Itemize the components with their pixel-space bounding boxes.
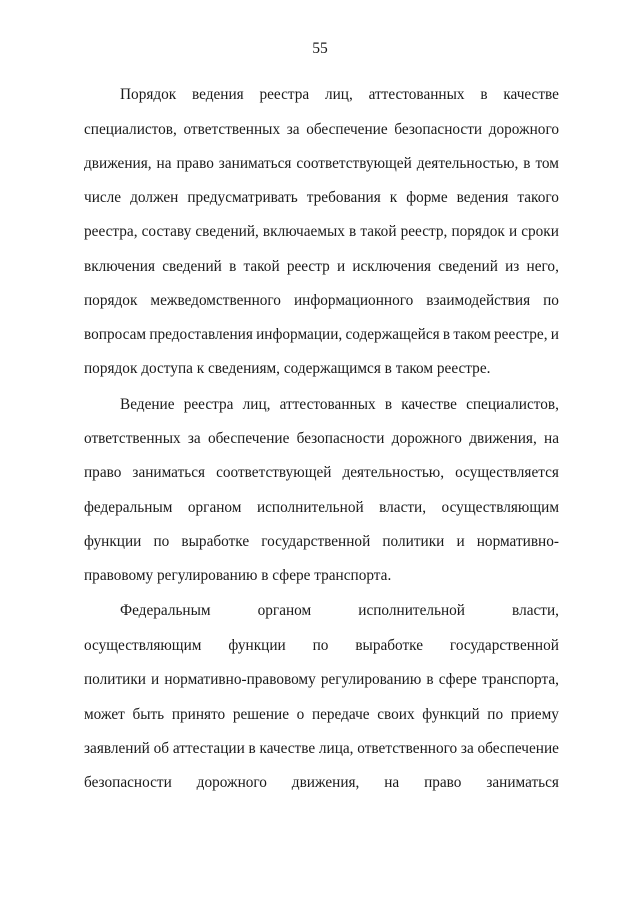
word: дорожного <box>391 430 462 447</box>
word: по <box>153 533 170 550</box>
word: обеспечение <box>477 740 559 757</box>
word: в <box>480 86 488 103</box>
word: функций <box>422 706 480 723</box>
text-line <box>84 739 559 759</box>
word: органом <box>257 602 312 619</box>
text-line <box>84 463 559 483</box>
word: безопасности <box>296 430 385 447</box>
word: него, <box>526 258 559 275</box>
text-line <box>84 429 559 449</box>
word: качестве <box>503 86 559 103</box>
word: заниматься <box>132 464 206 481</box>
word: Порядок <box>120 86 177 103</box>
word: сведений, <box>195 223 259 240</box>
word: регулированию <box>320 671 422 688</box>
word: том <box>535 155 559 172</box>
word: движения, <box>84 155 152 172</box>
word: сроки <box>521 223 559 240</box>
word: лиц, <box>324 86 353 103</box>
word: реестр <box>286 258 330 275</box>
word: реестра <box>183 396 234 413</box>
word: за <box>286 121 300 138</box>
word: в <box>349 223 357 240</box>
word: право <box>176 155 214 172</box>
word: федеральным <box>84 499 173 516</box>
text-line <box>84 222 559 242</box>
text-line <box>84 154 559 174</box>
word: ответственных <box>183 121 281 138</box>
word: дорожного <box>488 121 559 138</box>
word: такой <box>360 223 397 240</box>
word: предоставления <box>149 326 253 343</box>
word: ведения <box>456 189 509 206</box>
word: в <box>442 326 451 343</box>
word: за <box>460 740 474 757</box>
text-line <box>84 532 559 552</box>
word: на <box>384 774 400 791</box>
word: включаемых <box>262 223 345 240</box>
word: порядок <box>451 223 505 240</box>
word: по <box>312 637 329 654</box>
text-line <box>120 395 559 415</box>
page-number: 55 <box>312 40 328 57</box>
word: заниматься <box>218 155 292 172</box>
word: органом <box>187 499 242 516</box>
word: сфере <box>438 671 477 688</box>
word: взаимодействия <box>426 292 531 309</box>
word: своих <box>377 706 415 723</box>
word: порядок доступа к сведениям, содержащимся в таком реестре. <box>84 360 491 377</box>
word: и <box>336 258 346 275</box>
word: обеспечение <box>306 121 388 138</box>
text-line <box>84 705 559 725</box>
word: числе <box>84 189 122 206</box>
word: деятельностью, <box>416 155 519 172</box>
text-line <box>84 670 559 690</box>
word: реестре, <box>494 326 548 343</box>
text-line <box>84 291 559 311</box>
word: исключения <box>352 258 432 275</box>
word: порядок <box>84 292 138 309</box>
word: на <box>156 155 172 172</box>
word: передаче <box>311 706 370 723</box>
text-line <box>84 257 559 277</box>
word: политики <box>84 671 146 688</box>
word: принято <box>171 706 226 723</box>
word: аттестованных <box>279 396 376 413</box>
word: реестра <box>259 86 310 103</box>
word: вопросам <box>84 326 147 343</box>
word: такой <box>243 258 280 275</box>
word: приему <box>510 706 559 723</box>
word: решение <box>232 706 289 723</box>
word: функции <box>228 637 286 654</box>
word: ответственного <box>357 740 458 757</box>
word: и <box>151 671 160 688</box>
word: информации, <box>256 326 343 343</box>
word: сведений <box>438 258 498 275</box>
word: Ведение <box>120 396 175 413</box>
word: заявлений <box>84 740 150 757</box>
text-line <box>84 566 559 586</box>
word: политики <box>382 533 445 550</box>
word: деятельностью, <box>342 464 445 481</box>
word: из <box>505 258 520 275</box>
word: на <box>544 430 559 447</box>
word: и <box>508 223 518 240</box>
word: к <box>389 189 398 206</box>
word: дорожного <box>196 774 267 791</box>
word: движения, <box>469 430 537 447</box>
word: специалистов, <box>84 121 177 138</box>
word: аттестации <box>172 740 245 757</box>
word: в <box>229 258 237 275</box>
word: реестра, <box>84 223 138 240</box>
word: исполнительной <box>358 602 465 619</box>
word: составу <box>141 223 192 240</box>
word: ответственных <box>84 430 181 447</box>
word: выработке <box>355 637 424 654</box>
word: заниматься <box>486 774 559 791</box>
word: осуществляющим <box>84 637 202 654</box>
word: об <box>153 740 170 757</box>
word: нормативно-правовому <box>164 671 316 688</box>
word: исполнительной <box>256 499 364 516</box>
word: такого <box>517 189 559 206</box>
word: за <box>187 430 201 447</box>
word: лица, <box>318 740 354 757</box>
word: осуществляется <box>455 464 559 481</box>
text-line <box>84 498 559 518</box>
word: предусматривать <box>187 189 298 206</box>
word: по <box>543 292 559 309</box>
word: должен <box>130 189 179 206</box>
word: в <box>248 740 256 757</box>
word: по <box>487 706 504 723</box>
word: соответствующей <box>216 464 332 481</box>
word: осуществляющим <box>441 499 559 516</box>
text-line <box>84 325 559 345</box>
word: правовому регулированию в сфере транспорта. <box>84 567 392 584</box>
word: лиц, <box>242 396 271 413</box>
word: обеспечение <box>207 430 290 447</box>
word: содержащейся <box>345 326 440 343</box>
word: соответствующей <box>296 155 412 172</box>
word: и <box>456 533 465 550</box>
word: реестр, <box>400 223 448 240</box>
word: право <box>84 464 122 481</box>
word: таком <box>453 326 491 343</box>
word: может <box>84 706 125 723</box>
word: государственной <box>449 637 559 654</box>
text-line <box>84 188 559 208</box>
word: в <box>384 396 393 413</box>
word: движения, <box>291 774 360 791</box>
word: межведомственного <box>150 292 281 309</box>
word: и <box>550 326 559 343</box>
word: быть <box>132 706 165 723</box>
word: безопасности <box>84 774 172 791</box>
word: власти, <box>379 499 427 516</box>
text-line <box>84 359 559 379</box>
word: аттестованных <box>368 86 465 103</box>
word: включения <box>84 258 156 275</box>
word: государственной <box>261 533 371 550</box>
word: транспорта, <box>481 671 559 688</box>
word: функции <box>84 533 142 550</box>
word: нормативно- <box>476 533 559 550</box>
text-line <box>84 636 559 656</box>
word: в <box>523 155 531 172</box>
word: форме <box>406 189 448 206</box>
word: безопасности <box>394 121 483 138</box>
word: выработке <box>181 533 250 550</box>
word: в <box>426 671 434 688</box>
text-line <box>120 85 559 105</box>
word: специалистов, <box>466 396 559 413</box>
text-line <box>120 601 559 621</box>
word: ведения <box>192 86 244 103</box>
text-line <box>84 773 559 793</box>
word: требования <box>306 189 381 206</box>
word: качестве <box>259 740 316 757</box>
word: качестве <box>401 396 457 413</box>
text-line <box>84 120 559 140</box>
word: сведений <box>162 258 222 275</box>
word: Федеральным <box>120 602 211 619</box>
word: информационного <box>293 292 414 309</box>
word: о <box>296 706 305 723</box>
word: право <box>424 774 462 791</box>
word: власти, <box>512 602 559 619</box>
